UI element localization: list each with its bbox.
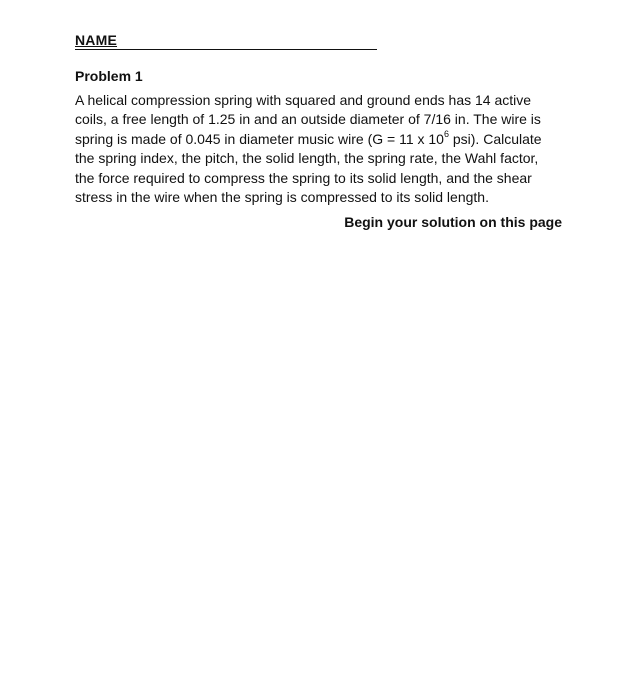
problem-line-3-tail: psi). Calculate [448,130,542,147]
problem-line-2: coils, a free length of 1.25 in and an outside diameter of 7/16 in. The wire is [75,111,541,128]
problem-line-6: stress in the wire when the spring is compressed to its solid length. [75,189,489,206]
problem-line-3 [75,130,570,149]
exponent-superscript: 6 [443,129,449,140]
problem-line-3-text: spring is made of 0.045 in diameter music wire (G = 11 x 10 [75,130,444,147]
problem-line-4: the spring index, the pitch, the solid length, the spring rate, the Wahl factor, [75,150,539,167]
name-label: NAME [75,32,118,48]
problem-line-5: the force required to compress the spring to its solid length, and the shear [75,169,532,186]
name-field[interactable] [75,31,377,50]
problem-line-1: A helical compression spring with squared and ground ends has 14 active [75,92,532,108]
problem-title: Problem 1 [75,68,143,84]
begin-solution-note: Begin your solution on this page [344,214,562,230]
problem-statement [75,91,570,207]
